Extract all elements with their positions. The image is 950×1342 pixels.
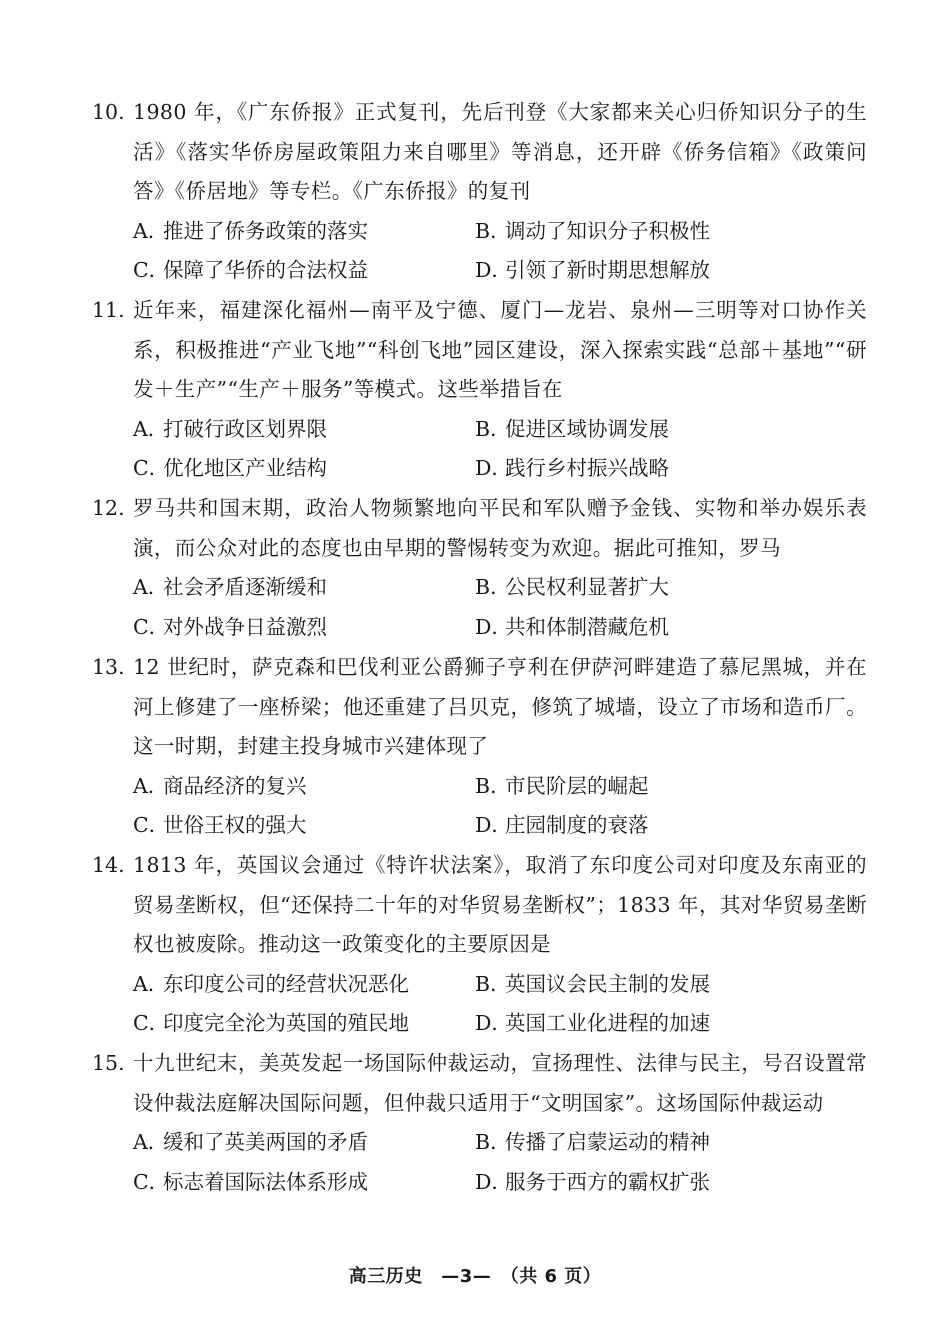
option-c: C． 优化地区产业结构 [133, 456, 327, 481]
options [133, 410, 867, 489]
options [133, 767, 867, 846]
question-14 [92, 846, 867, 1044]
option-b: B． 公民权利显著扩大 [475, 575, 669, 600]
option-a: A． 东印度公司的经营状况恶化 [133, 971, 409, 996]
options [133, 1123, 867, 1202]
question-stem: 12 世纪时，萨克森和巴伐利亚公爵狮子亨利在伊萨河畔建造了慕尼黑城，并在河上修建了一座桥梁；他还重建了吕贝克，修筑了城墙，设立了市场和造币厂。这一时期，封建主投身城市兴建体现了 [133, 655, 867, 759]
option-a: A． 打破行政区划界限 [133, 416, 327, 441]
question-stem: 十九世纪末，美英发起一场国际仲裁运动，宣扬理性、法律与民主，号召设置常设仲裁法庭解决国际问题，但仲裁只适用于“文明国家”。这场国际仲裁运动 [133, 1051, 867, 1115]
option-b: B． 传播了启蒙运动的精神 [475, 1130, 710, 1155]
question-11 [92, 291, 867, 489]
option-d: D． 引领了新时期思想解放 [475, 258, 710, 283]
option-d: D． 庄园制度的衰落 [475, 813, 649, 838]
question-number: 11. [92, 298, 125, 322]
option-c: C． 保障了华侨的合法权益 [133, 258, 368, 283]
option-a: A． 缓和了英美两国的矛盾 [133, 1130, 368, 1155]
option-d: D． 英国工业化进程的加速 [475, 1011, 710, 1036]
option-c: C． 印度完全沦为英国的殖民地 [133, 1011, 409, 1036]
option-c: C． 标志着国际法体系形成 [133, 1169, 368, 1194]
question-stem: 1980 年，《广东侨报》正式复刊，先后刊登《大家都来关心归侨知识分子的生活》《落实华侨房屋政策阻力来自哪里》等消息，还开辟《侨务信箱》《政策问答》《侨居地》等专栏。《广东侨报》的复刊 [133, 100, 867, 204]
option-c: C． 对外战争日益激烈 [133, 614, 327, 639]
question-number: 13. [92, 655, 125, 679]
question-12 [92, 489, 867, 647]
question-number: 10. [92, 100, 125, 124]
option-c: C． 世俗王权的强大 [133, 813, 307, 838]
option-d: D． 共和体制潜藏危机 [475, 614, 669, 639]
question-13 [92, 648, 867, 846]
option-b: B． 促进区域协调发展 [475, 416, 669, 441]
question-stem: 罗马共和国末期，政治人物频繁地向平民和军队赠予金钱、实物和举办娱乐表演，而公众对此的态度也由早期的警惕转变为欢迎。据此可推知，罗马 [133, 496, 867, 560]
option-b: B． 调动了知识分子积极性 [475, 218, 710, 243]
question-15 [92, 1044, 867, 1202]
option-b: B． 市民阶层的崛起 [475, 773, 649, 798]
option-d: D． 践行乡村振兴战略 [475, 456, 669, 481]
page-footer: 高三历史 —3— （共 6 页） [348, 1266, 602, 1287]
option-a: A． 商品经济的复兴 [133, 773, 307, 798]
question-stem: 近年来，福建深化福州—南平及宁德、厦门—龙岩、泉州—三明等对口协作关系，积极推进“产业飞地”“科创飞地”园区建设，深入探索实践“总部＋基地”“研发＋生产”“生产＋服务”等模式。这些举措旨在 [133, 298, 867, 402]
option-a: A． 社会矛盾逐渐缓和 [133, 575, 327, 600]
option-d: D． 服务于西方的霸权扩张 [475, 1169, 710, 1194]
options [133, 965, 867, 1044]
question-number: 12. [92, 496, 125, 520]
question-10 [92, 93, 867, 291]
option-a: A． 推进了侨务政策的落实 [133, 218, 368, 243]
options [133, 212, 867, 291]
question-stem: 1813 年，英国议会通过《特许状法案》，取消了东印度公司对印度及东南亚的贸易垄断权，但“还保持二十年的对华贸易垄断权”；1833 年，其对华贸易垄断权也被废除。推动这一政策变化的主要原因是 [133, 853, 867, 957]
options [133, 568, 867, 647]
option-b: B． 英国议会民主制的发展 [475, 971, 710, 996]
question-number: 14. [92, 853, 125, 877]
question-number: 15. [92, 1051, 125, 1075]
